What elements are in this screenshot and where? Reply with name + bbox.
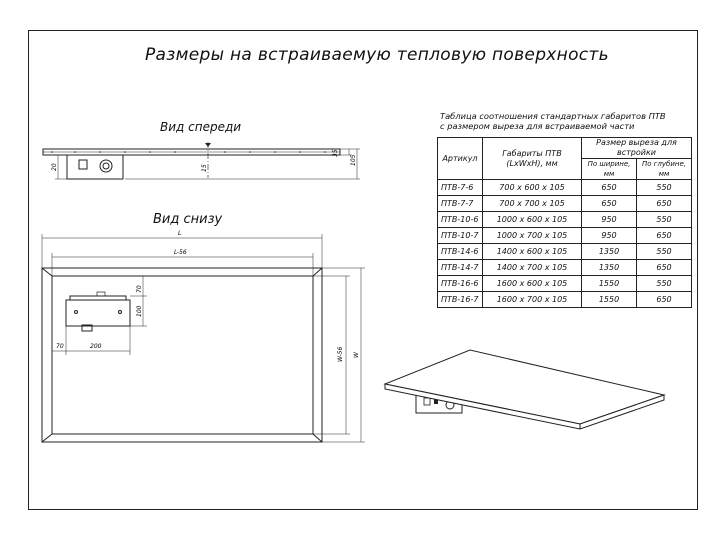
cell-width: 950 [582, 212, 637, 228]
table-row [438, 244, 692, 260]
table-row [438, 212, 692, 228]
sizes-table [437, 137, 692, 308]
dim-front-105: 105 [350, 154, 357, 166]
cell-size: 1000 х 600 х 105 [483, 212, 582, 228]
table-row [438, 292, 692, 308]
cell-article: ПТВ-14-7 [438, 260, 483, 276]
cell-width: 1550 [582, 292, 637, 308]
cell-article: ПТВ-16-7 [438, 292, 483, 308]
cell-size: 1400 х 700 х 105 [483, 260, 582, 276]
cell-article: ПТВ-7-7 [438, 196, 483, 212]
bottom-box-flange [70, 296, 126, 300]
dim-box-70: 70 [136, 285, 143, 293]
cell-depth: 550 [637, 276, 692, 292]
front-switch [79, 160, 87, 169]
cell-width: 1550 [582, 276, 637, 292]
header-article: Артикул [438, 138, 483, 180]
cell-width: 1350 [582, 260, 637, 276]
dim-front-35: 35 [332, 149, 339, 157]
cell-depth: 550 [637, 180, 692, 196]
cell-article: ПТВ-7-6 [438, 180, 483, 196]
dim-offset-200: 200 [90, 343, 102, 350]
cell-article: ПТВ-14-6 [438, 244, 483, 260]
cell-width: 650 [582, 180, 637, 196]
dim-L-56: L-56 [174, 249, 187, 256]
dim-W: W [353, 352, 360, 358]
cell-article: ПТВ-10-6 [438, 212, 483, 228]
cell-depth: 550 [637, 244, 692, 260]
header-width: По ширине, мм [582, 159, 637, 180]
dim-L: L [178, 230, 182, 237]
cell-depth: 650 [637, 292, 692, 308]
cell-depth: 650 [637, 196, 692, 212]
dim-box-100: 100 [136, 305, 143, 317]
cell-depth: 650 [637, 228, 692, 244]
table-caption [440, 111, 666, 131]
cell-size: 700 х 700 х 105 [483, 196, 582, 212]
table-caption-line2: с размером выреза для встраиваемой части [440, 121, 635, 131]
cell-size: 700 х 600 х 105 [483, 180, 582, 196]
front-view [43, 142, 360, 179]
drawing-title: Размеры на встраиваемую тепловую поверхность [145, 45, 609, 65]
table-row [438, 180, 692, 196]
cell-depth: 650 [637, 260, 692, 276]
bottom-view [42, 234, 365, 442]
front-view-label: Вид спереди [160, 120, 242, 134]
cell-size: 1000 х 700 х 105 [483, 228, 582, 244]
front-junction-box [67, 155, 123, 179]
header-depth: По глубине, мм [637, 159, 692, 180]
bottom-outer-edge [42, 268, 322, 442]
dim-front-15: 15 [201, 164, 208, 172]
cell-size: 1600 х 600 х 105 [483, 276, 582, 292]
cell-article: ПТВ-10-7 [438, 228, 483, 244]
table-caption-line1: Таблица соотношения стандартных габаритов ПТВ [440, 111, 666, 121]
header-cutout: Размер выреза для встройки [582, 138, 692, 159]
cell-width: 650 [582, 196, 637, 212]
dim-W-56: W-56 [337, 346, 344, 362]
dim-front-20: 20 [51, 163, 58, 171]
cell-article: ПТВ-16-6 [438, 276, 483, 292]
bottom-view-label: Вид снизу [153, 212, 223, 227]
cell-size: 1600 х 700 х 105 [483, 292, 582, 308]
cell-width: 1350 [582, 244, 637, 260]
cell-size: 1400 х 600 х 105 [483, 244, 582, 260]
isometric-view [385, 350, 664, 429]
dim-offset-70: 70 [56, 343, 64, 350]
cell-width: 950 [582, 228, 637, 244]
table-row [438, 196, 692, 212]
table-row [438, 276, 692, 292]
table-row [438, 260, 692, 276]
table-row [438, 228, 692, 244]
cell-depth: 550 [637, 212, 692, 228]
front-connector [100, 160, 112, 172]
header-size: Габариты ПТВ (LxWxH), мм [483, 138, 582, 180]
